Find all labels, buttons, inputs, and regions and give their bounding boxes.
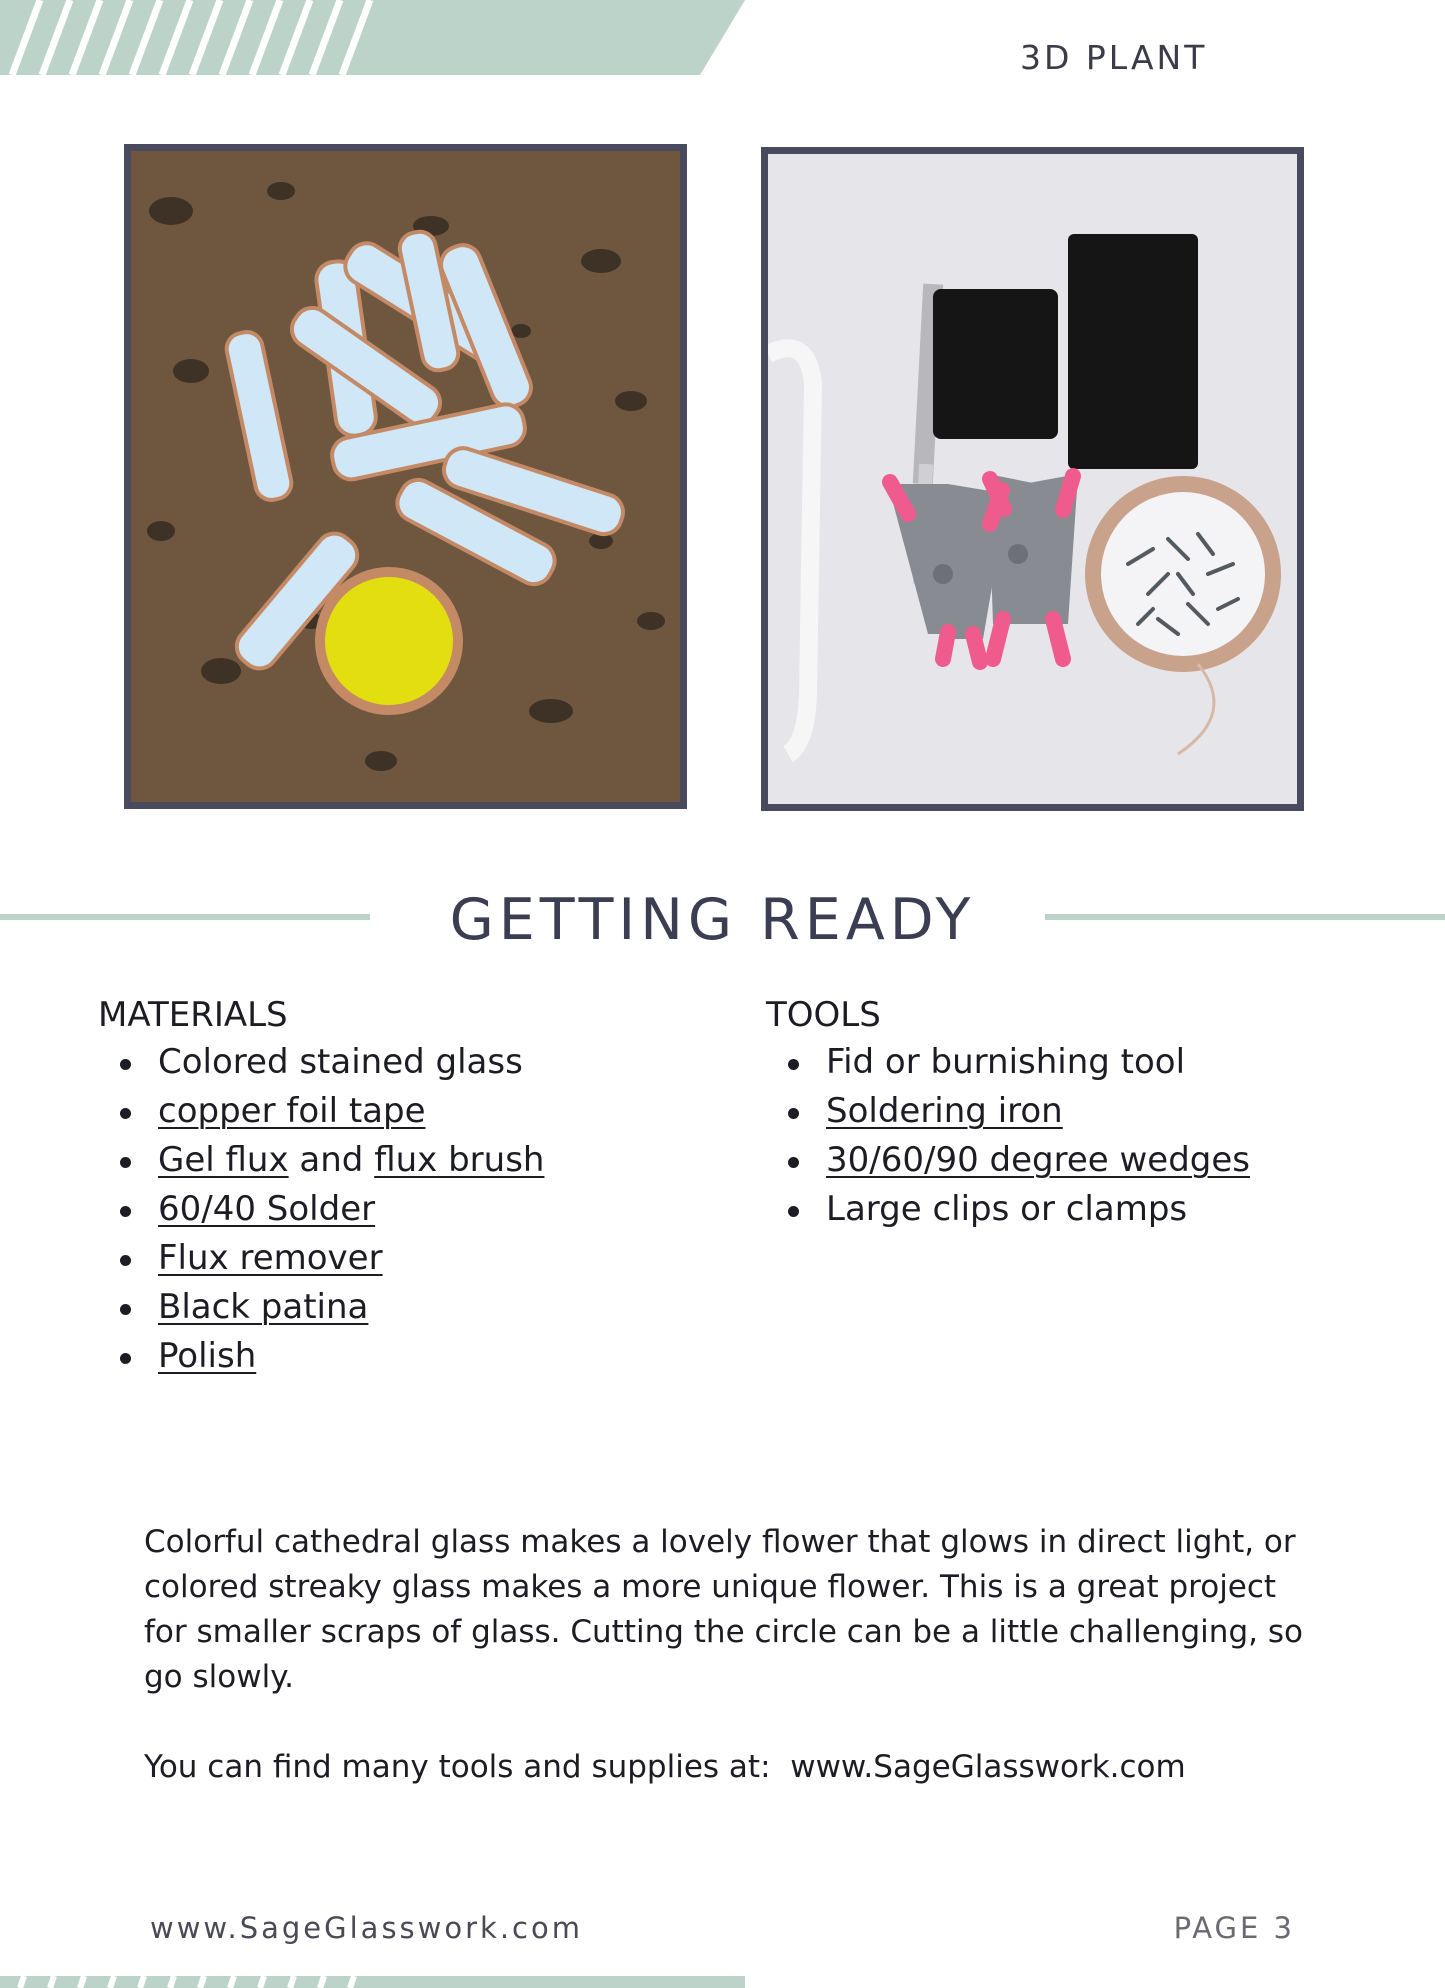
list-item: Colored stained glass (98, 1038, 718, 1087)
list-item (98, 1087, 718, 1136)
materials-list (98, 1038, 718, 1381)
list-item (766, 1087, 1386, 1136)
tools-list (766, 1038, 1386, 1234)
materials-heading: MATERIALS (98, 995, 288, 1035)
materials-list-section (98, 992, 718, 1381)
page-number: PAGE 3 (1173, 1911, 1295, 1945)
flux-brush-link[interactable]: flux brush (374, 1140, 545, 1180)
bullet-icon (120, 1059, 131, 1070)
bullet-icon (120, 1206, 131, 1217)
bullet-icon (788, 1157, 799, 1168)
list-item (766, 1136, 1386, 1185)
section-title: GETTING READY (449, 887, 976, 953)
heading-rule-right (1045, 914, 1445, 920)
tools-heading: TOOLS (766, 995, 881, 1035)
bullet-icon (788, 1206, 799, 1217)
black-patina-link[interactable]: Black patina (158, 1287, 369, 1327)
bullet-icon (788, 1059, 799, 1070)
soldering-iron-link[interactable]: Soldering iron (826, 1091, 1063, 1131)
list-item: Gel flux and flux brush (98, 1136, 718, 1185)
tools-list-section (766, 992, 1386, 1234)
bullet-icon (120, 1157, 131, 1168)
glass-pieces-photo (124, 144, 687, 809)
solder-link[interactable]: 60/40 Solder (158, 1189, 376, 1229)
header-banner (0, 0, 760, 80)
document-title: 3D PLANT (1020, 38, 1208, 77)
list-item (98, 1185, 718, 1234)
heading-rule-left (0, 914, 370, 920)
bullet-icon (120, 1255, 131, 1266)
copper-foil-link[interactable]: copper foil tape (158, 1091, 426, 1131)
bullet-icon (120, 1304, 131, 1315)
list-item: Fid or burnishing tool (766, 1038, 1386, 1087)
list-item: Large clips or clamps (766, 1185, 1386, 1234)
supplies-line: You can find many tools and supplies at: www.SageGlasswork.com (144, 1749, 1186, 1785)
polish-link[interactable]: Polish (158, 1336, 257, 1376)
list-item (98, 1332, 718, 1381)
wedges-link[interactable]: 30/60/90 degree wedges (826, 1140, 1250, 1180)
bullet-icon (788, 1108, 799, 1119)
list-item (98, 1234, 718, 1283)
tools-photo (761, 147, 1304, 811)
list-item (98, 1283, 718, 1332)
supplies-url: www.SageGlasswork.com (790, 1749, 1186, 1785)
description-paragraph: Colorful cathedral glass makes a lovely flower that glows in direct light, or colored streaky glass makes a more unique flower. This is a great project for smaller scraps of glass. Cutting the circle can be a little challenging, so go slowly. (144, 1524, 1303, 1695)
footer-stripes (0, 1976, 760, 1988)
bullet-icon (120, 1108, 131, 1119)
flux-remover-link[interactable]: Flux remover (158, 1238, 383, 1278)
gel-flux-link[interactable]: Gel flux (158, 1140, 289, 1180)
footer-url: www.SageGlasswork.com (150, 1911, 583, 1945)
bullet-icon (120, 1353, 131, 1364)
